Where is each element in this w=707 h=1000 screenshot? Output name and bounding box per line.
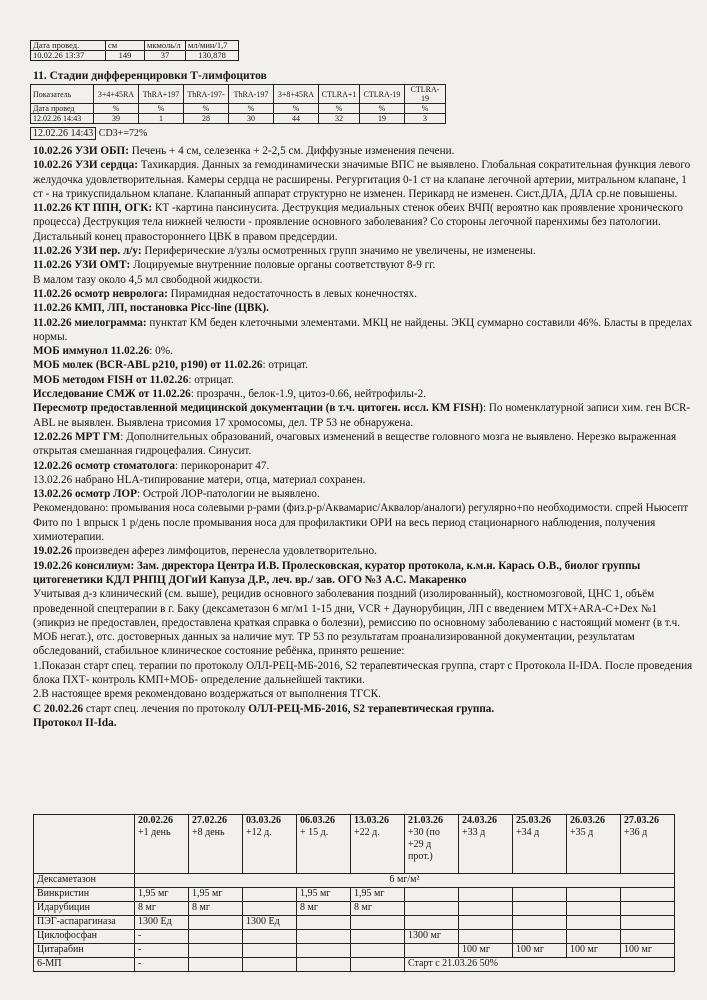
table-cell: ThRA+197 — [139, 85, 184, 104]
cd3-value: CD3+=72% — [98, 128, 148, 139]
table-cell — [567, 902, 621, 916]
day-number: +36 д — [624, 827, 648, 838]
table-cell — [243, 944, 297, 958]
table-cell: 32 — [319, 114, 360, 124]
paragraph-text: : отрицат. — [262, 359, 308, 372]
paragraph-heading: 11.02.26 КТ ППН, ОГК: — [33, 202, 153, 215]
table-cell — [297, 916, 351, 930]
table-cell — [567, 888, 621, 902]
paragraph-text: : перикоронарит 47. — [174, 459, 270, 472]
document-paragraph — [33, 559, 697, 588]
table-cell: 130,878 — [186, 51, 239, 61]
table-cell — [34, 815, 135, 874]
document-paragraph — [33, 244, 697, 258]
document-paragraph — [33, 258, 697, 272]
document-paragraph — [33, 687, 697, 701]
paragraph-heading: ОЛЛ-РЕЦ-МБ-2016, S2 терапевтическая группа. — [248, 702, 495, 715]
table-day-header — [243, 815, 297, 874]
table-cell: 1 — [139, 114, 184, 124]
drug-name: Циклофосфан — [34, 930, 135, 944]
table-cell: 100 мг — [621, 944, 675, 958]
table-day-header — [189, 815, 243, 874]
table-header-row — [31, 85, 446, 104]
day-date: 06.03.26 — [300, 815, 335, 826]
paragraph-text: КТ -картина пансинусита. Деструкция медиальных стенок обеих ВЧП( вероятно как проявление хронического процесса) Деструкция тела нижней челюсти - проявление основного заболевания? Со стороны легочной паренхимы без патологии. Дистальный конец правостороннего ЦВК в правом предсердии. — [33, 202, 684, 243]
table-cell: 1300 мг — [405, 930, 459, 944]
table-cell: % — [405, 104, 446, 114]
table-cell — [621, 888, 675, 902]
paragraph-text: 1.Показан старт спец. терапии по протоколу ОЛЛ-РЕЦ-МБ-2016, S2 терапевтическая группа, старт с Протокола II-IDA. После проведения блока ПХТ- контроль КМП+МОБ- определение дальнейшей тактики. — [33, 659, 693, 686]
paragraph-text: Рекомендовано: промывания носа солевыми р-рами (физ.р-р/Аквамарис/Аквалор/аналоги) регулярно+по необходимости. спрей Ньюсепт Фито по 1 впрыск 1 р/день после промывания носа для профилактики ОРИ на весь период стационарного наблюдения, получения химиотерапии. — [33, 502, 689, 544]
paragraph-heading: 13.02.26 осмотр ЛОР — [33, 488, 137, 501]
paragraph-text: : По номенклатурной записи хим. ген BCR-ABL не выявлен. Выявлена трисомия 17 хромосомы, дел. ТР 53 не обнаружена. — [33, 402, 691, 429]
paragraph-heading: Пересмотр предоставленной медицинской документации (в т.ч. цитоген. иссл. КМ FISH) — [33, 402, 483, 415]
day-number: +34 д — [516, 827, 540, 838]
table-cell: 37 — [145, 51, 186, 61]
table-cell — [405, 902, 459, 916]
day-date: 21.03.26 — [408, 815, 443, 826]
paragraph-heading: 19.02.26 консилиум: Зам. директора Центра И.В. Пролесковская, куратор протокола, к.м.н. Карась О.В., биолог группы цитогенетики КДЛ РНПЦ ДОГиИ Капуза Д.Р., леч. вр./ зав. ОГО №3 А.С. Макаренко — [33, 559, 641, 586]
paragraph-heading: 10.02.26 УЗИ сердца: — [33, 159, 138, 172]
table-row — [34, 930, 675, 944]
table-cell: 1,95 мг — [351, 888, 405, 902]
document-body — [33, 144, 697, 730]
day-date: 20.02.26 — [138, 815, 173, 826]
paragraph-text: 13.02.26 набрано HLA-типирование матери, отца, материал сохранен. — [33, 473, 366, 486]
table-cell: ThRA-197- — [184, 85, 229, 104]
table-cell: - — [135, 930, 189, 944]
table-day-header — [621, 815, 675, 874]
table-cell: см — [106, 41, 145, 51]
table-day-header — [459, 815, 513, 874]
document-paragraph — [33, 587, 697, 658]
table-cell: Показатель — [31, 85, 94, 104]
section-title: 11. Стадии дифференцировки Т-лимфоцитов — [33, 70, 267, 82]
table-cell: 100 мг — [459, 944, 513, 958]
table-cell — [189, 930, 243, 944]
day-number: +12 д. — [246, 827, 272, 838]
table-cell — [351, 944, 405, 958]
table-cell: Дата провед — [31, 104, 94, 114]
paragraph-text: : 0%. — [149, 345, 173, 358]
paragraph-heading: 10.02.26 УЗИ ОБП: — [33, 145, 129, 157]
table-cell — [351, 930, 405, 944]
table-cell — [567, 930, 621, 944]
table-cell: 8 мг — [189, 902, 243, 916]
drug-name: Цитарабин — [34, 944, 135, 958]
paragraph-heading: 11.02.26 УЗИ пер. л/у: — [33, 245, 142, 258]
paragraph-heading: МОБ молек (BCR-ABL p210, p190) от 11.02.26 — [33, 359, 263, 372]
table-header-row — [31, 104, 446, 114]
table-day-header — [567, 815, 621, 874]
drug-name: Идарубицин — [34, 902, 135, 916]
table-cell: % — [184, 104, 229, 114]
table-cell: 3+4+45RA — [94, 85, 139, 104]
paragraph-text: произведен аферез лимфоцитов, перенесла удовлетворительно. — [72, 545, 377, 558]
document-paragraph — [33, 358, 697, 372]
paragraph-text: Печень + 4 см, селезенка + 2-2,5 см. Диффузные изменения печени. — [128, 145, 455, 157]
table-row — [34, 874, 675, 888]
document-paragraph — [33, 158, 697, 201]
table-cell: - — [135, 944, 189, 958]
paragraph-heading: 19.02.26 — [33, 545, 73, 558]
day-number: +33 д — [462, 827, 486, 838]
table-cell: 8 мг — [297, 902, 351, 916]
document-paragraph — [33, 387, 697, 401]
table-cell: 100 мг — [513, 944, 567, 958]
top-measurement-table — [30, 40, 239, 61]
table-cell — [459, 888, 513, 902]
table-cell — [297, 944, 351, 958]
drug-name: Дексаметазон — [34, 874, 135, 888]
document-paragraph — [33, 301, 697, 315]
table-cell: 30 — [229, 114, 274, 124]
table-cell: 6 мг/м² — [135, 874, 675, 888]
paragraph-text: : Острой ЛОР-патологии не выявлено. — [136, 488, 320, 501]
paragraph-text: Пирамидная недостаточность в левых конечностях. — [167, 287, 417, 300]
paragraph-heading: 11.02.26 КМП, ЛП, постановка Picc-line (ЦВК). — [33, 302, 269, 315]
paragraph-heading: Протокол II-Ida. — [33, 716, 117, 729]
drug-name: ПЭГ-аспарагиназа — [34, 916, 135, 930]
day-date: 13.03.26 — [354, 815, 389, 826]
day-number: +22 д. — [354, 827, 380, 838]
table-cell: 28 — [184, 114, 229, 124]
paragraph-text: : Дополнительных образований, очаговых изменений в веществе головного мозга не выявлено. Нерезко выраженная открытая смешанная гидроцефалия. Синусит. — [33, 430, 677, 458]
document-paragraph — [33, 430, 697, 459]
table-cell — [243, 888, 297, 902]
table-cell: мл/мин/1,7 — [186, 41, 239, 51]
document-paragraph — [33, 702, 697, 716]
document-paragraph — [33, 473, 697, 487]
day-date: 24.03.26 — [462, 815, 497, 826]
document-paragraph — [33, 716, 697, 730]
table-cell: CTLRA-19 — [405, 85, 446, 104]
paragraph-heading: МОБ методом FISH от 11.02.26 — [33, 373, 189, 386]
document-paragraph — [33, 659, 697, 688]
paragraph-text: : отрицат. — [188, 373, 234, 386]
table-cell — [513, 916, 567, 930]
day-date: 27.02.26 — [192, 815, 227, 826]
table-cell: Старт с 21.03.26 50% — [405, 958, 675, 972]
table-cell: 149 — [106, 51, 145, 61]
table-cell — [297, 958, 351, 972]
cd3-result — [30, 128, 147, 139]
drug-name: Винкристин — [34, 888, 135, 902]
table-header-row — [31, 41, 239, 51]
table-day-header — [351, 815, 405, 874]
table-cell: 10.02.26 13:37 — [31, 51, 106, 61]
paragraph-heading: С 20.02.26 — [33, 702, 84, 715]
paragraph-heading: 12.02.26 МРТ ГМ — [33, 430, 121, 443]
table-cell — [513, 902, 567, 916]
table-cell — [405, 916, 459, 930]
paragraph-text: В малом тазу около 4,5 мл свободной жидкости. — [33, 273, 263, 286]
table-cell: 39 — [94, 114, 139, 124]
table-cell: 1,95 мг — [189, 888, 243, 902]
paragraph-text: старт спец. лечения по протоколу — [83, 702, 249, 715]
table-cell: 8 мг — [351, 902, 405, 916]
document-paragraph — [33, 501, 697, 544]
document-paragraph — [33, 373, 697, 387]
table-cell: 1300 Ед — [135, 916, 189, 930]
table-cell: 12.02.26 14:43 — [31, 114, 94, 124]
day-number: +8 день — [192, 827, 225, 838]
document-paragraph — [33, 459, 697, 473]
table-cell — [459, 916, 513, 930]
document-paragraph — [33, 201, 697, 244]
paragraph-text: Тахикардия. Данных за гемодинамически значимые ВПС не выявлено. Глобальная сократительная функция левого желудочка удовлетворительная. Камеры сердца не расширены. Регургитация 0-1 ст на клапане легочной артерии, митральном клапане, 1 ст - на трикуспидальном клапане. Клапанный аппарат структурно не изменен. Перикард не изменен. Сист.ДЛА, ДЛА ср.не повышены. — [33, 159, 691, 200]
paragraph-text: : прозрачн., белок-1.9, цитоз-0.66, нейтрофилы-2. — [190, 388, 427, 401]
table-cell: 1,95 мг — [297, 888, 351, 902]
table-cell — [567, 916, 621, 930]
table-cell: 3 — [405, 114, 446, 124]
table-cell — [189, 958, 243, 972]
table-cell — [621, 930, 675, 944]
table-cell — [459, 902, 513, 916]
table-cell — [297, 930, 351, 944]
table-cell: % — [319, 104, 360, 114]
table-cell — [189, 944, 243, 958]
day-date: 03.03.26 — [246, 815, 281, 826]
table-cell: 3+8+45RA — [274, 85, 319, 104]
table-cell — [243, 958, 297, 972]
paragraph-text: Лоцируемые внутренние половые органы соответствуют 8-9 гг. — [130, 259, 436, 272]
document-paragraph — [33, 401, 697, 430]
table-cell: CTLRA+1 — [319, 85, 360, 104]
table-row — [31, 114, 446, 124]
table-cell: 44 — [274, 114, 319, 124]
drug-name: 6-МП — [34, 958, 135, 972]
table-cell: % — [229, 104, 274, 114]
table-cell — [459, 930, 513, 944]
day-number: +35 д — [570, 827, 594, 838]
protocol-schedule-table — [33, 814, 675, 972]
table-cell: Дата провед. — [31, 41, 106, 51]
table-cell — [513, 888, 567, 902]
table-cell: мкмоль/л — [145, 41, 186, 51]
table-day-header — [135, 815, 189, 874]
table-cell: % — [274, 104, 319, 114]
document-paragraph — [33, 273, 697, 287]
paragraph-heading: 12.02.26 осмотр стоматолога — [33, 459, 175, 472]
table-cell — [405, 888, 459, 902]
table-cell — [621, 902, 675, 916]
table-day-header — [405, 815, 459, 874]
table-cell: 1,95 мг — [135, 888, 189, 902]
document-paragraph — [33, 287, 697, 301]
table-cell — [351, 916, 405, 930]
table-cell — [351, 958, 405, 972]
table-cell — [189, 916, 243, 930]
cd3-date: 12.02.26 14:43 — [30, 127, 96, 140]
paragraph-heading: 11.02.26 осмотр невролога: — [33, 287, 168, 300]
table-cell — [405, 944, 459, 958]
table-day-header — [297, 815, 351, 874]
document-paragraph — [33, 487, 697, 501]
paragraph-heading: 11.02.26 миелограмма: — [33, 316, 147, 329]
document-paragraph — [33, 544, 697, 558]
document-paragraph — [33, 344, 697, 358]
day-date: 27.03.26 — [624, 815, 659, 826]
table-row — [34, 958, 675, 972]
day-number: +1 день — [138, 827, 171, 838]
table-cell: % — [360, 104, 405, 114]
table-cell: 100 мг — [567, 944, 621, 958]
table-cell — [243, 930, 297, 944]
paragraph-text: 2.В настоящее время рекомендовано воздержаться от выполнения ТГСК. — [33, 688, 381, 701]
table-cell: % — [94, 104, 139, 114]
table-cell — [243, 902, 297, 916]
table-cell: 19 — [360, 114, 405, 124]
table-cell — [513, 930, 567, 944]
table-row — [34, 944, 675, 958]
paragraph-heading: МОБ иммунол 11.02.26 — [33, 345, 150, 358]
day-number: + 15 д. — [300, 827, 329, 838]
table-day-header — [513, 815, 567, 874]
t-cell-differentiation-table — [30, 84, 446, 124]
paragraph-text: Учитывая д-з клинический (см. выше), рецидив основного заболевания поздний (изолированный), костномозговой, ЦНС 1, объём проведенной спецтерапии в г. Баку (дексаметазон 6 мг/м1 1-15 дни, VCR + Даунорубицин, ЛП с введением МТХ+ARA-C+Dex №1 (эпикриз не предоставлен, предоставлена краткая справка о болезни), ремиссию по основному заболеванию с настоящий момент (в т.ч. МОБ негат.), отс. достоверных данных за наличие мут. ТР 53 по результатам проанализированной документации, результатам обследований, стабильное клиническое состояние ребёнка, принято решение: — [33, 588, 681, 658]
table-row — [34, 888, 675, 902]
document-paragraph — [33, 144, 697, 158]
paragraph-heading: 11.02.26 УЗИ ОМТ: — [33, 259, 131, 272]
table-row — [31, 51, 239, 61]
table-row — [34, 902, 675, 916]
table-cell: 8 мг — [135, 902, 189, 916]
table-cell: % — [139, 104, 184, 114]
paragraph-text: Периферические л/узлы осмотренных групп значимо не увеличены, не изменены. — [141, 245, 536, 258]
table-cell — [621, 916, 675, 930]
table-cell: ThRA-197 — [229, 85, 274, 104]
table-cell: 1300 Ед — [243, 916, 297, 930]
table-header-row — [34, 815, 675, 874]
table-cell: CTLRA-19 — [360, 85, 405, 104]
day-number: +30 (по +29 д прот.) — [408, 827, 440, 862]
paragraph-heading: Исследование СМЖ от 11.02.26 — [33, 388, 191, 401]
table-row — [34, 916, 675, 930]
day-date: 25.03.26 — [516, 815, 551, 826]
document-paragraph — [33, 316, 697, 345]
day-date: 26.03.26 — [570, 815, 605, 826]
paragraph-text: пунктат КМ беден клеточными элементами. МКЦ не найдены. ЭКЦ суммарно составили 46%. Бласты в пределах нормы. — [33, 316, 693, 343]
table-cell: - — [135, 958, 189, 972]
